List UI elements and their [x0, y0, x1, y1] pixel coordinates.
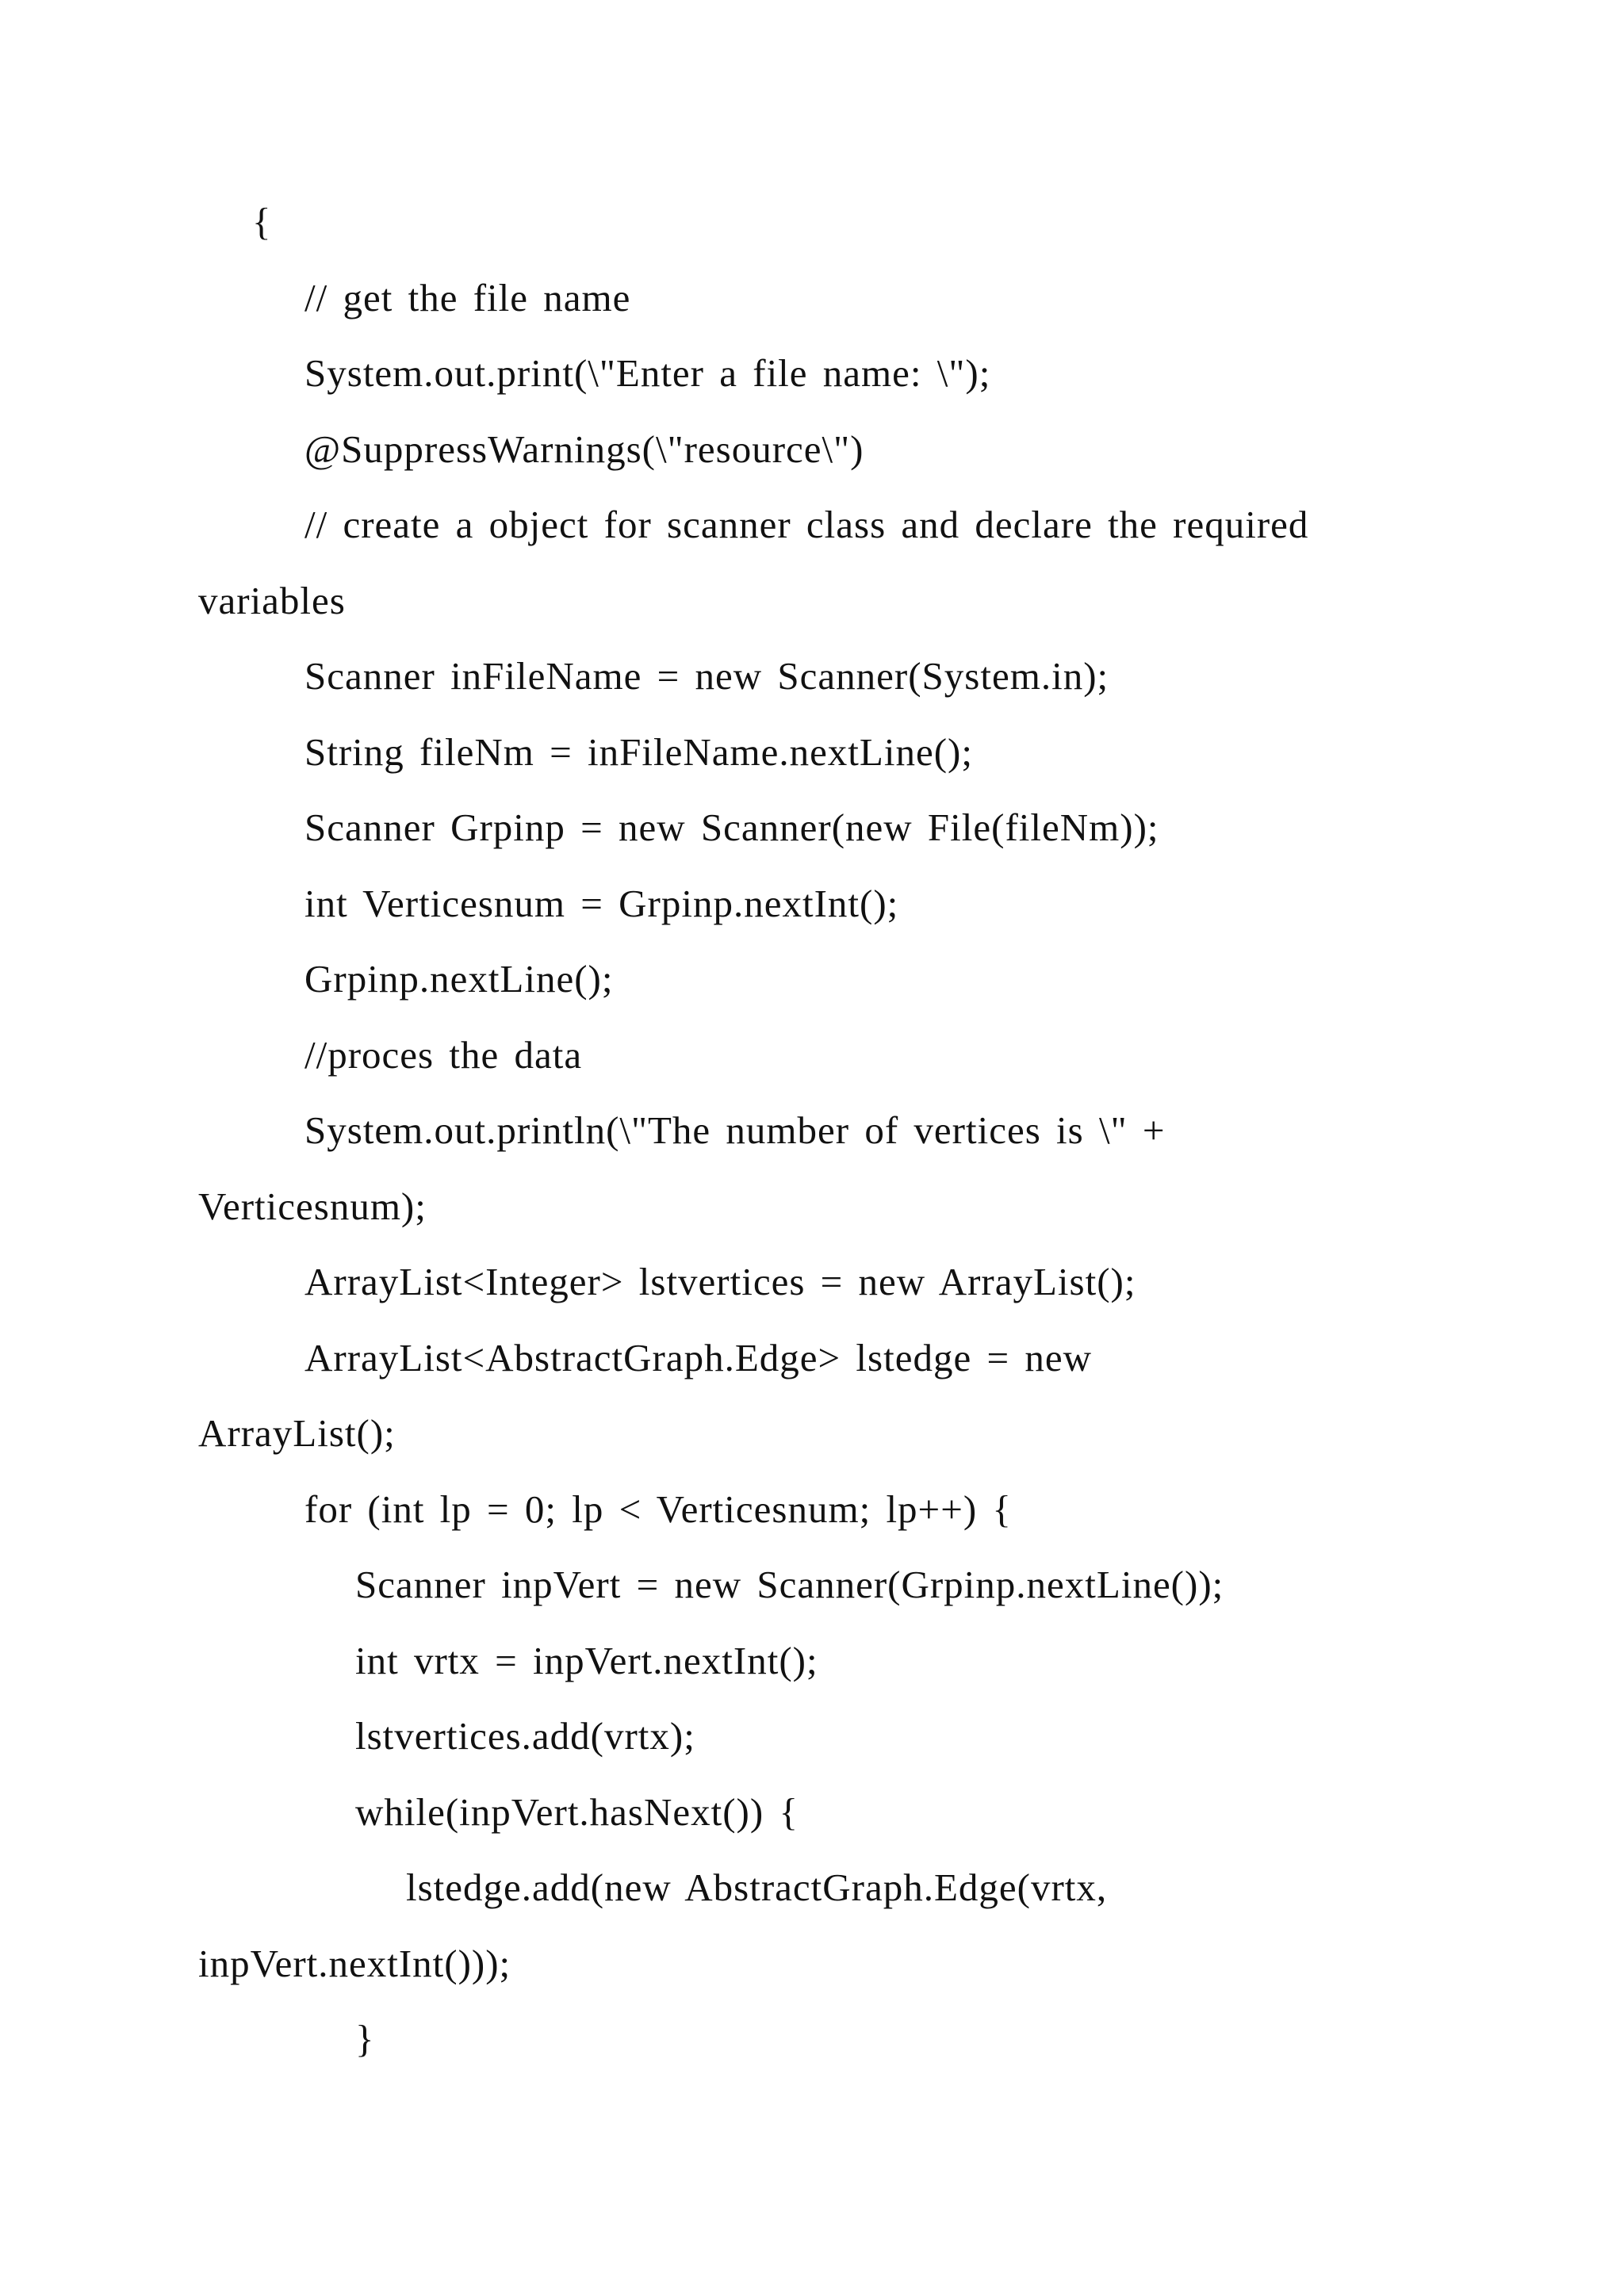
code-line: Verticesnum);	[198, 1184, 427, 1228]
code-line: lstvertices.add(vrtx);	[355, 1714, 695, 1758]
code-line: {	[252, 200, 272, 243]
code-line: // get the file name	[304, 276, 631, 320]
code-line: variables	[198, 579, 346, 622]
code-line: @SuppressWarnings(\"resource\")	[304, 427, 864, 471]
code-line: ArrayList<AbstractGraph.Edge> lstedge = new	[304, 1336, 1092, 1380]
code-line: // create a object for scanner class and declare the required	[304, 503, 1309, 546]
code-line: Scanner Grpinp = new Scanner(new File(fileNm));	[304, 806, 1159, 849]
code-line: }	[355, 2017, 375, 2061]
code-line: System.out.print(\"Enter a file name: \");	[304, 351, 991, 395]
code-line: int vrtx = inpVert.nextInt();	[355, 1639, 818, 1682]
code-line: inpVert.nextInt()));	[198, 1942, 511, 1985]
code-line: while(inpVert.hasNext()) {	[355, 1790, 799, 1834]
code-line: Scanner inFileName = new Scanner(System.in);	[304, 654, 1109, 698]
code-line: int Verticesnum = Grpinp.nextInt();	[304, 882, 899, 925]
code-line: ArrayList();	[198, 1411, 396, 1455]
code-line: String fileNm = inFileName.nextLine();	[304, 730, 973, 774]
code-line: ArrayList<Integer> lstvertices = new ArrayList();	[304, 1260, 1136, 1303]
code-line: Scanner inpVert = new Scanner(Grpinp.nextLine());	[355, 1563, 1224, 1606]
code-line: Grpinp.nextLine();	[304, 957, 614, 1001]
code-line: lstedge.add(new AbstractGraph.Edge(vrtx,	[406, 1866, 1108, 1909]
code-line: for (int lp = 0; lp < Verticesnum; lp++) {	[304, 1487, 1012, 1531]
code-line: //proces the data	[304, 1033, 583, 1077]
code-line: System.out.println(\"The number of vertices is \" +	[304, 1108, 1166, 1152]
